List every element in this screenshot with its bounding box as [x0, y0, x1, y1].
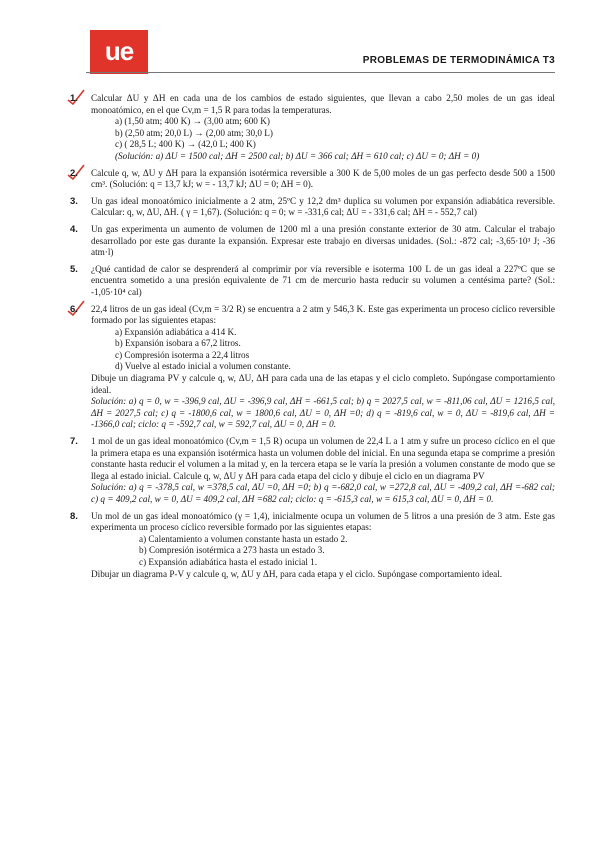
list-item: d) Vuelve al estado inicial a volumen constante.	[115, 361, 291, 372]
list-item: c) Compresión isoterma a 22,4 litros	[115, 349, 250, 360]
problem-number: 5.	[70, 263, 78, 275]
problem-text: 22,4 litros de un gas ideal (Cv,m = 3/2 R) se encuentra a 2 atm y 546,3 K. Este gas experimenta un proceso cíclico reversible formado por las siguientes etapas:	[91, 303, 555, 326]
problem-number: 1.	[70, 93, 78, 104]
problem-6	[70, 304, 555, 432]
list-item: c) ( 28,5 L; 400 K) → (42,0 L; 400 K)	[115, 139, 256, 150]
problem-solution: Solución: a) q = 0, w = -396,9 cal, ΔU = -396,9 cal, ΔH = -661,5 cal; b) q = 2027,5 cal, w = -811,06 cal, ΔU = 1216,5 cal, ΔH = 2027,5 cal; c) q = -1800,6 cal, w = 1800,6 cal, ΔU = 0, ΔH =0; d) q = -819,6 cal, w = 0, ΔU = -819,6 cal, ΔH = -1366,0 cal; ciclo: q = -592,7 cal, w = 592,7 cal, ΔU = 0, ΔH = 0.	[91, 396, 555, 430]
problem-text: 1 mol de un gas ideal monoatómico (Cv,m = 1,5 R) ocupa un volumen de 22,4 L a 1 atm y sufre un proceso cíclico en el que la primera etapa es una expansión isotérmica hasta un volumen doble del inicial. En una segunda etapa se comprime a presión constante hasta reducir el volumen a la mitad y, en la tercera etapa se le varía la presión a volumen constante de modo que se llega al estado inicial. Calcule q, w, ΔU y ΔH para cada etapa del ciclo y dibuje el ciclo en un diagrama PV	[91, 436, 555, 481]
problem-solution: (Solución: a) ΔU = 1500 cal; ΔH = 2500 cal; b) ΔU = 366 cal; ΔH = 610 cal; c) ΔU = 0; ΔH = 0)	[115, 150, 480, 161]
list-item: a) (1,50 atm; 400 K) → (3,00 atm; 600 K)	[115, 116, 270, 127]
problem-number: 7.	[70, 436, 78, 448]
list-item: b) (2,50 atm; 20,0 L) → (2,00 atm; 30,0 L)	[115, 127, 273, 138]
problem-number: 6.	[70, 303, 78, 315]
problem-instruction: Dibujar un diagrama P-V y calcule q, w, ΔU y ΔH, para cada etapa y el ciclo. Supóngase comportamiento ideal.	[91, 568, 503, 579]
problem-4	[70, 224, 555, 259]
problem-text: Un gas ideal monoatómico inicialmente a 2 atm, 25ºC y 12,2 dm³ duplica su volumen por expansión adiabática reversible. Calcular: q, w, ΔU, ΔH. ( γ = 1,67). (Solución: q = 0; w = -331,6 cal; ΔU = - 331,6 cal; ΔH = - 552,7 cal)	[91, 195, 555, 218]
logo	[90, 30, 148, 74]
problem-text: Un gas experimenta un aumento de volumen de 1200 ml a una presión constante exterior de 30 atm. Calcular el trabajo desarrollado por este gas durante la expansión. Expresar este trabajo en diversas unidades. (Sol.: -872 cal; -3,65·10³ J; -36 atm·l)	[91, 223, 555, 258]
problem-number: 4.	[70, 223, 78, 235]
list-item: a) Expansión adiabática a 414 K.	[115, 326, 237, 337]
problem-instruction: Dibuje un diagrama PV y calcule q, w, ΔU, ΔH para cada una de las etapas y el ciclo completo. Supóngase comportamiento ideal.	[91, 373, 555, 395]
page-title: PROBLEMAS DE TERMODINÁMICA T3	[362, 55, 555, 66]
problem-7	[70, 436, 555, 506]
problem-3	[70, 196, 555, 219]
list-item: c) Expansión adiabática hasta el estado inicial 1.	[139, 556, 318, 567]
problem-1	[70, 93, 555, 163]
problem-text: Calcular ΔU y ΔH en cada una de los cambios de estado siguientes, que llevan a cabo 2,50 moles de un gas ideal monoatómico, en el que Cv,m = 1,5 R para todas la temperaturas.	[91, 93, 555, 115]
list-item: a) Calentamiento a volumen constante hasta un estado 2.	[139, 533, 348, 544]
problem-solution: Solución: a) q = -378,5 cal, w =378,5 cal, ΔU =0, ΔH =0; b) q =-682,0 cal, w =272,8 cal, ΔU = -409,2 cal, ΔH =-682 cal; c) q = 409,2 cal, w = 0, ΔU = 409,2 cal, ΔH =682 cal; ciclo: q = -615,3 cal, w = 615,3 cal, ΔU = 0, ΔH = 0.	[91, 482, 555, 504]
problem-number: 8.	[70, 510, 78, 522]
problem-number: 2.	[70, 167, 78, 179]
problem-text: ¿Qué cantidad de calor se desprenderá al comprimir por vía reversible e isoterma 100 L de un gas ideal a 227ºC que se encuentra sometido a una presión equivalente de 71 cm de mercurio hasta reducir su volumen a centésima parte? (Sol.: -1,05·10⁴ cal)	[91, 263, 555, 297]
problem-2	[70, 168, 555, 191]
problem-text: Calcule q, w, ΔU y ΔH para la expansión isotérmica reversible a 300 K de 5,00 moles de un gas perfecto desde 500 a 1500 cm³. (Solución: q = 13,7 kJ; w = - 13,7 kJ; ΔU = 0; ΔH = 0).	[91, 167, 555, 190]
problem-8	[70, 511, 555, 581]
problem-5	[70, 264, 555, 299]
logo-text: ue	[104, 36, 134, 66]
header-divider	[86, 72, 555, 73]
list-item: b) Compresión isotérmica a 273 hasta un estado 3.	[139, 545, 325, 556]
list-item: b) Expansión isobara a 67,2 litros.	[115, 338, 241, 349]
problem-number: 3.	[70, 195, 78, 207]
problem-text: Un mol de un gas ideal monoatómico (γ = 1,4), inicialmente ocupa un volumen de 5 litros a una presión de 3 atm. Este gas experimenta un proceso cíclico reversible formado por las siguientes etapas:	[91, 510, 555, 533]
problem-list	[70, 93, 555, 585]
